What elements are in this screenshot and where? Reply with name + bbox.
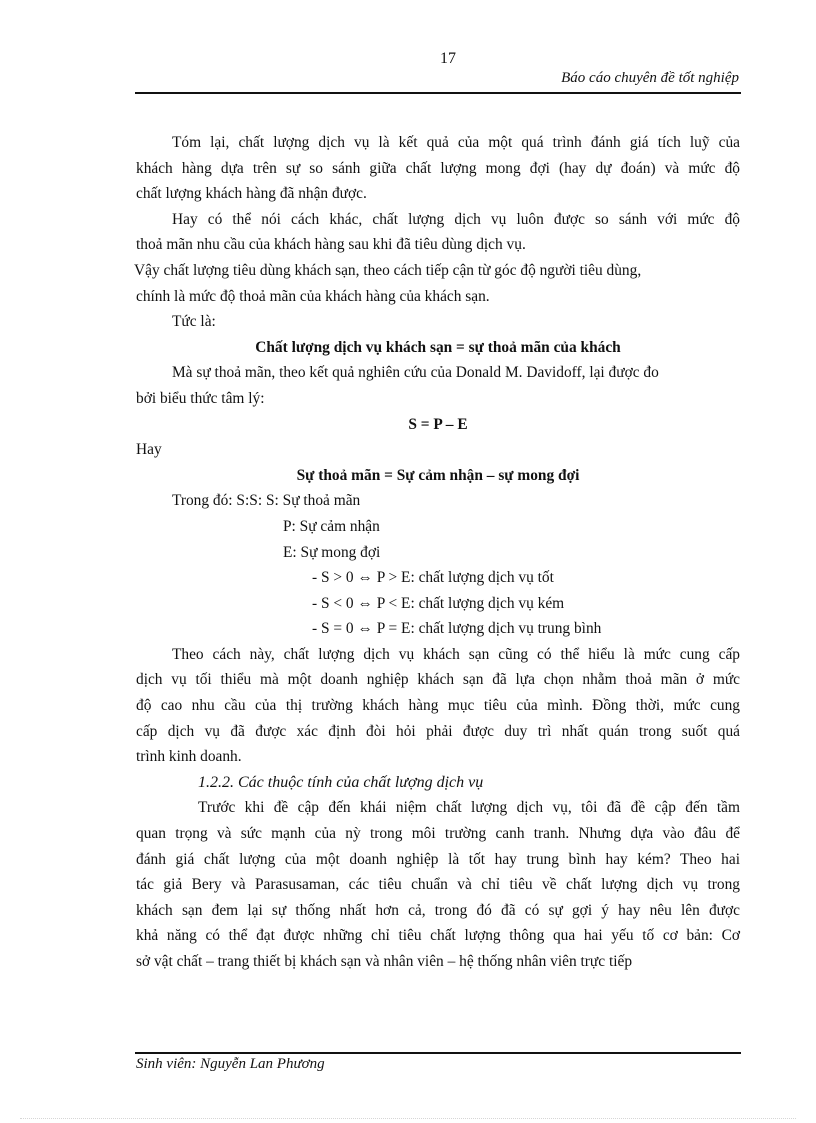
- paragraph-line: sở vật chất – trang thiết bị khách sạn và nhân viên – hệ thống nhân viên trực tiếp: [136, 953, 633, 970]
- footer-author: Sinh viên: Nguyễn Lan Phương: [136, 1056, 325, 1072]
- page-number: 17: [440, 50, 456, 67]
- condition-average: - S = 0 ⇔ P = E: chất lượng dịch vụ trung bình: [312, 620, 602, 638]
- paragraph-line: độ cao nhu cầu của thị trường khách hàng mục tiêu của mình. Đồng thời, mức cung: [136, 697, 740, 715]
- section-heading: 1.2.2. Các thuộc tính của chất lượng dịch vụ: [198, 773, 484, 791]
- paragraph-line: quan trọng và sức mạnh của nỳ trong môi trường canh tranh. Nhưng dựa vào đâu để: [136, 825, 740, 843]
- page-edge-divider: [20, 1118, 796, 1119]
- footer-rule: [135, 1052, 741, 1054]
- paragraph-line: thoả mãn nhu cầu của khách hàng sau khi đã tiêu dùng dịch vụ.: [136, 236, 526, 254]
- paragraph-line: Theo cách này, chất lượng dịch vụ khách sạn cũng có thể hiểu là mức cung cấp: [172, 645, 740, 663]
- paragraph-line: Vậy chất lượng tiêu dùng khách sạn, theo cách tiếp cận từ góc độ người tiêu dùng,: [134, 261, 642, 279]
- condition-good: - S > 0 ⇔ P > E: chất lượng dịch vụ tốt: [312, 569, 554, 587]
- formula-s-p-e: S = P – E: [408, 415, 468, 433]
- paragraph-line: trình kinh doanh.: [136, 748, 242, 766]
- paragraph-line: Tóm lại, chất lượng dịch vụ là kết quả của một quá trình đánh giá tích luỹ của: [172, 134, 740, 151]
- paragraph-line: dịch vụ tối thiểu mà một doanh nghiệp khách sạn đã lựa chọn nhằm thoả mãn ở mức: [136, 671, 740, 689]
- definition-e: E: Sự mong đợi: [283, 543, 381, 561]
- paragraph-line: Tức là:: [172, 313, 216, 331]
- paragraph-line: tác giả Bery và Parasusaman, các tiêu chuẩn và chỉ tiêu về chất lượng dịch vụ trong: [136, 876, 740, 894]
- paragraph-line: chất lượng khách hàng đã nhận được.: [136, 185, 367, 203]
- paragraph-line: Hay có thể nói cách khác, chất lượng dịch vụ luôn được so sánh với mức độ: [172, 210, 740, 228]
- paragraph-line: bởi biểu thức tâm lý:: [136, 389, 265, 407]
- body-text: [136, 130, 740, 975]
- paragraph-line: chính là mức độ thoả mãn của khách hàng của khách sạn.: [136, 287, 490, 305]
- definition-p: P: Sự cảm nhận: [283, 517, 380, 535]
- paragraph-line: khách sạn đem lại sự thống nhất hơn cả, trong đó đã có sự gợi ý hay nêu lên được: [136, 901, 740, 919]
- formula-quality: Chất lượng dịch vụ khách sạn = sự thoả mãn của khách: [255, 338, 621, 356]
- paragraph-line: Mà sự thoả mãn, theo kết quả nghiên cứu của Donald M. Davidoff, lại được đo: [172, 364, 659, 382]
- definition-s: Trong đó: S:S: S: Sự thoả mãn: [172, 492, 361, 510]
- paragraph-line: khả năng có thể đạt được những chỉ tiêu chất lượng thông qua hai yếu tố cơ bản: Cơ: [136, 927, 740, 945]
- condition-bad: - S < 0 ⇔ P < E: chất lượng dịch vụ kém: [312, 594, 565, 612]
- paragraph-line: Trước khi đề cập đến khái niệm chất lượng dịch vụ, tôi đã đề cập đến tầm: [198, 799, 740, 817]
- paragraph-line: đánh giá chất lượng của một doanh nghiệp là tốt hay trung bình hay kém? Theo hai: [136, 850, 740, 868]
- header-title: Báo cáo chuyên đề tốt nghiệp: [561, 70, 739, 86]
- header-rule: [135, 92, 741, 94]
- formula-satisfaction: Sự thoả mãn = Sự cảm nhận – sự mong đợi: [296, 466, 580, 484]
- paragraph-line: cấp dịch vụ đã được xác định đòi hỏi phải được duy trì nhất quán trong suốt quá: [136, 722, 740, 740]
- paragraph-line: Hay: [136, 441, 162, 459]
- paragraph-line: khách hàng dựa trên sự so sánh giữa chất lượng mong đợi (hay dự đoán) và mức độ: [136, 159, 740, 177]
